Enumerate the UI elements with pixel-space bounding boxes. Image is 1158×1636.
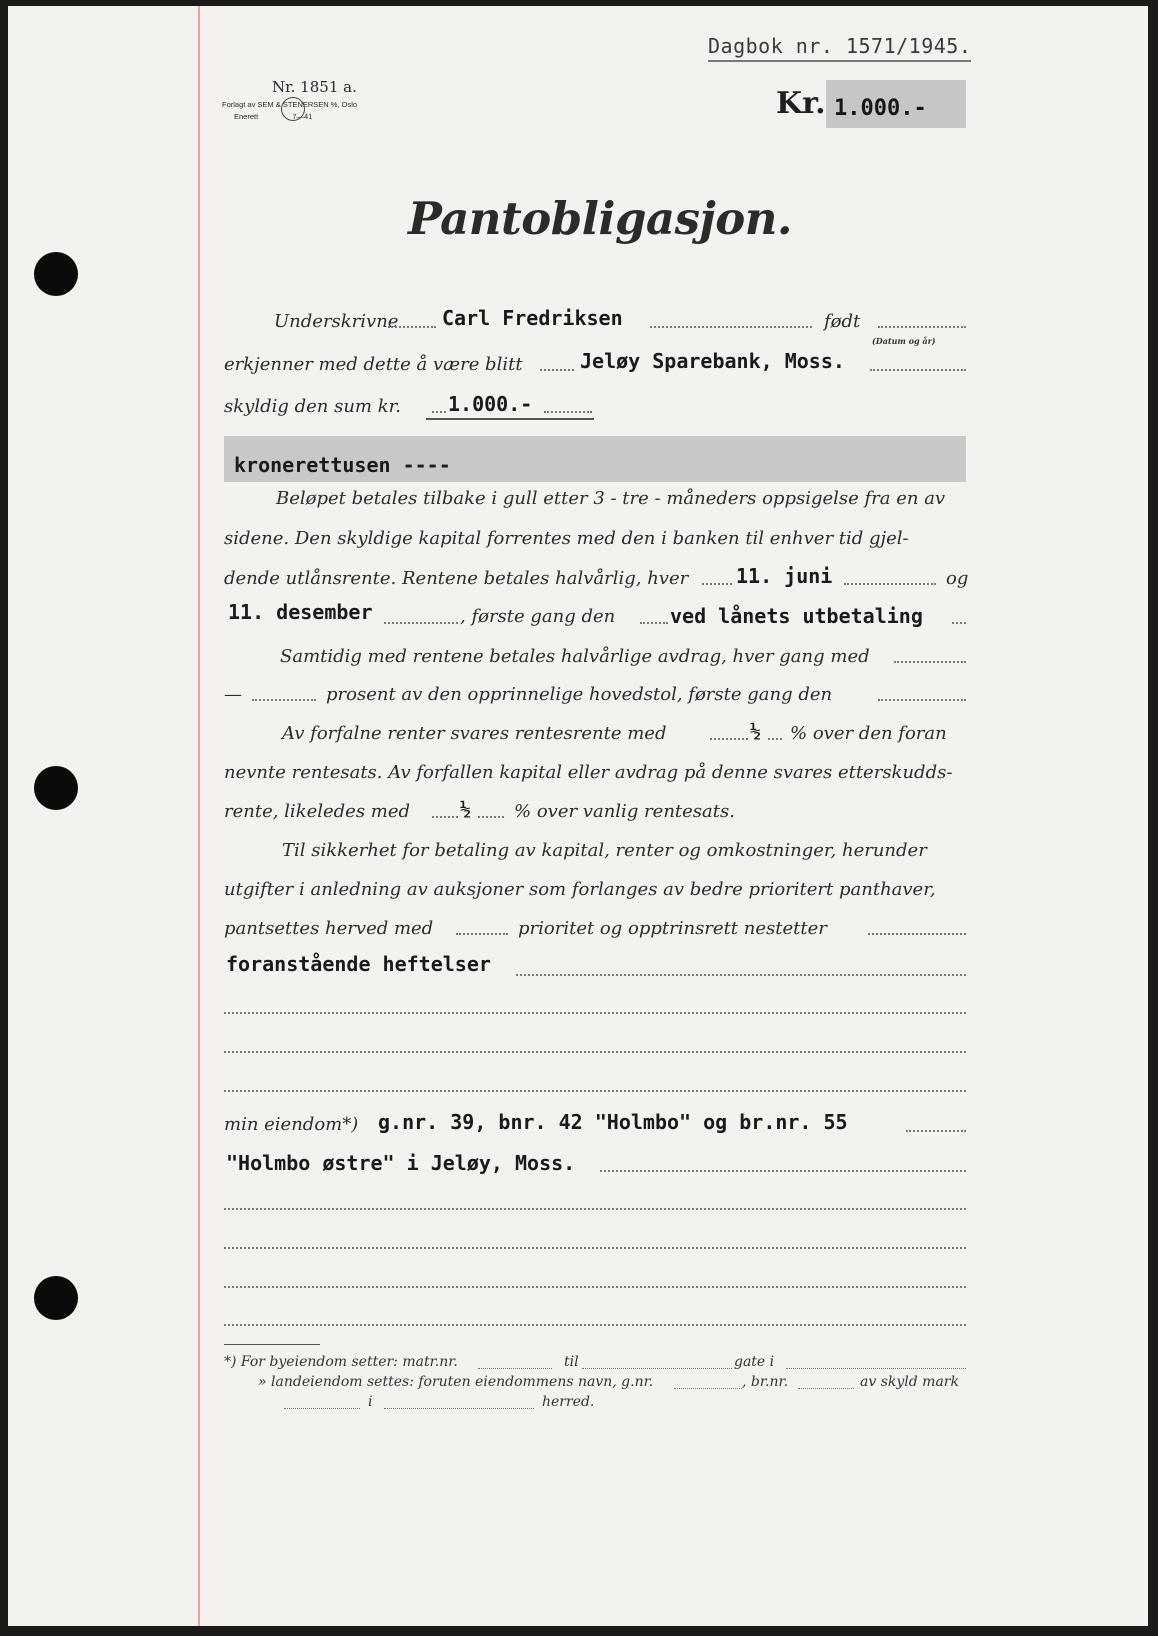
acknowledge-label: erkjenner med dette å være blitt	[224, 354, 523, 375]
blank-line	[224, 1012, 966, 1014]
dotted-fill	[516, 974, 966, 976]
paragraph-2-line-2: prosent av den opprinnelige hovedstol, første gang den	[326, 684, 833, 705]
amount-value: 1.000.-	[834, 96, 927, 121]
dotted-fill	[284, 1408, 360, 1409]
prior-liens-value: foranstående heftelser	[226, 952, 491, 976]
paragraph-2-line-1: Samtidig med rentene betales halvårlige avdrag, hver gang med	[280, 646, 870, 667]
footnote-line-1c: gate i	[734, 1354, 775, 1370]
punch-hole-bottom	[34, 1276, 78, 1320]
dotted-fill	[540, 369, 574, 371]
dotted-fill	[640, 622, 668, 624]
journal-underline	[708, 60, 971, 62]
overdue-interest-value: ½	[460, 799, 471, 820]
paragraph-3-line-3: rente, likeledes med	[224, 801, 411, 822]
dotted-fill	[252, 699, 316, 701]
blank-line	[224, 1324, 966, 1326]
paragraph-3-line-1: Av forfalne renter svares rentesrente med	[282, 723, 667, 744]
dotted-fill	[952, 622, 966, 624]
property-label: min eiendom*)	[224, 1114, 359, 1135]
punch-hole-top	[34, 252, 78, 296]
sum-in-words: kronerettusen ----	[234, 453, 451, 477]
dotted-fill	[894, 661, 966, 663]
dotted-fill	[388, 326, 436, 328]
document-page	[8, 6, 1148, 1626]
paragraph-4-line-2: utgifter i anledning av auksjoner som forlanges av bedre prioritert panthaver,	[224, 879, 936, 900]
footnote-line-2b: , br.nr.	[742, 1374, 789, 1390]
dotted-fill	[582, 1368, 732, 1369]
publisher-line: Forlagt av SEM & STENERSEN %, Oslo	[222, 100, 358, 109]
blank-line	[224, 1286, 966, 1288]
dotted-fill	[878, 326, 966, 328]
blank-line	[224, 1051, 966, 1053]
born-label: født	[824, 311, 861, 332]
paragraph-4-line-3b: prioritet og opptrinsrett nestetter	[518, 918, 827, 939]
dotted-fill	[786, 1368, 966, 1369]
dotted-fill	[478, 816, 504, 818]
form-number: Nr. 1851 a.	[272, 78, 357, 96]
dotted-fill	[674, 1388, 742, 1389]
publisher-logo-icon	[281, 97, 305, 121]
document-title: Pantobligasjon.	[408, 192, 793, 245]
rights-date: 7—41	[292, 112, 313, 121]
interest-date-1: 11. juni	[736, 564, 833, 588]
dotted-fill	[868, 933, 966, 935]
dotted-fill	[650, 326, 812, 328]
blank-line	[224, 1247, 966, 1249]
dotted-fill	[702, 583, 732, 585]
dash-mark: —	[224, 684, 242, 705]
undersigned-value: Carl Fredriksen	[442, 306, 623, 330]
rights-label: Enerett	[234, 112, 259, 121]
owe-label: skyldig den sum kr.	[224, 396, 401, 417]
blank-line	[224, 1208, 966, 1210]
margin-line	[198, 6, 200, 1626]
dotted-fill	[768, 738, 782, 740]
paragraph-3-line-2: nevnte rentesats. Av forfallen kapital eller avdrag på denne svares etterskudds-	[224, 762, 953, 783]
dotted-fill	[710, 738, 748, 740]
and-label: og	[946, 568, 969, 589]
footnote-rule	[224, 1344, 320, 1345]
first-time-label: , første gang den	[460, 606, 616, 627]
first-payment-value: ved lånets utbetaling	[670, 604, 923, 628]
footnote-line-2c: av skyld mark	[860, 1374, 959, 1390]
journal-text: Dagbok nr. 1571/1945.	[708, 34, 972, 58]
dotted-fill	[878, 699, 966, 701]
dotted-fill	[600, 1170, 966, 1172]
sum-value: 1.000.-	[448, 392, 533, 416]
dotted-fill	[798, 1388, 854, 1389]
paragraph-1-line-1: Beløpet betales tilbake i gull etter 3 - tre - måneders oppsigelse fra en av	[276, 488, 946, 509]
punch-hole-middle	[34, 766, 78, 810]
dotted-fill	[544, 411, 592, 413]
undersigned-label: Underskrivne	[274, 311, 399, 332]
interest-date-2: 11. desember	[228, 600, 373, 624]
paragraph-1-line-3: dende utlånsrente. Rentene betales halvårlig, hver	[224, 568, 689, 589]
dotted-fill	[478, 1368, 552, 1369]
journal-number	[708, 34, 971, 58]
dotted-fill	[456, 933, 508, 935]
dotted-fill	[432, 411, 446, 413]
creditor-value: Jeløy Sparebank, Moss.	[580, 349, 845, 373]
paragraph-4-line-1: Til sikkerhet for betaling av kapital, renter og omkostninger, herunder	[282, 840, 927, 861]
date-hint: (Datum og år)	[872, 336, 936, 346]
paragraph-3-line-3-end: % over vanlig rentesats.	[514, 801, 735, 822]
footnote-line-3b: herred.	[542, 1394, 595, 1410]
dotted-fill	[906, 1130, 966, 1132]
dotted-fill	[384, 622, 458, 624]
dotted-fill	[432, 816, 458, 818]
dotted-fill	[870, 369, 966, 371]
amount-label: Kr.	[776, 86, 826, 121]
footnote-line-1b: til	[564, 1354, 579, 1370]
footnote-line-1a: *) For byeiendom setter: matr.nr.	[224, 1354, 458, 1370]
property-value-2: "Holmbo østre" i Jeløy, Moss.	[226, 1151, 576, 1175]
property-value-1: g.nr. 39, bnr. 42 "Holmbo" og br.nr. 55	[378, 1110, 848, 1134]
dotted-fill	[384, 1408, 534, 1409]
sum-underline	[426, 418, 594, 420]
dotted-fill	[844, 583, 936, 585]
footnote-line-3a: i	[368, 1394, 373, 1410]
compound-interest-value: ½	[750, 721, 761, 742]
paragraph-4-line-3a: pantsettes herved med	[224, 918, 434, 939]
paragraph-1-line-2: sidene. Den skyldige kapital forrentes med den i banken til enhver tid gjel-	[224, 528, 909, 549]
footnote-line-2a: » landeiendom settes: foruten eiendommens navn, g.nr.	[258, 1374, 654, 1390]
blank-line	[224, 1090, 966, 1092]
paragraph-3-line-1-end: % over den foran	[790, 723, 947, 744]
